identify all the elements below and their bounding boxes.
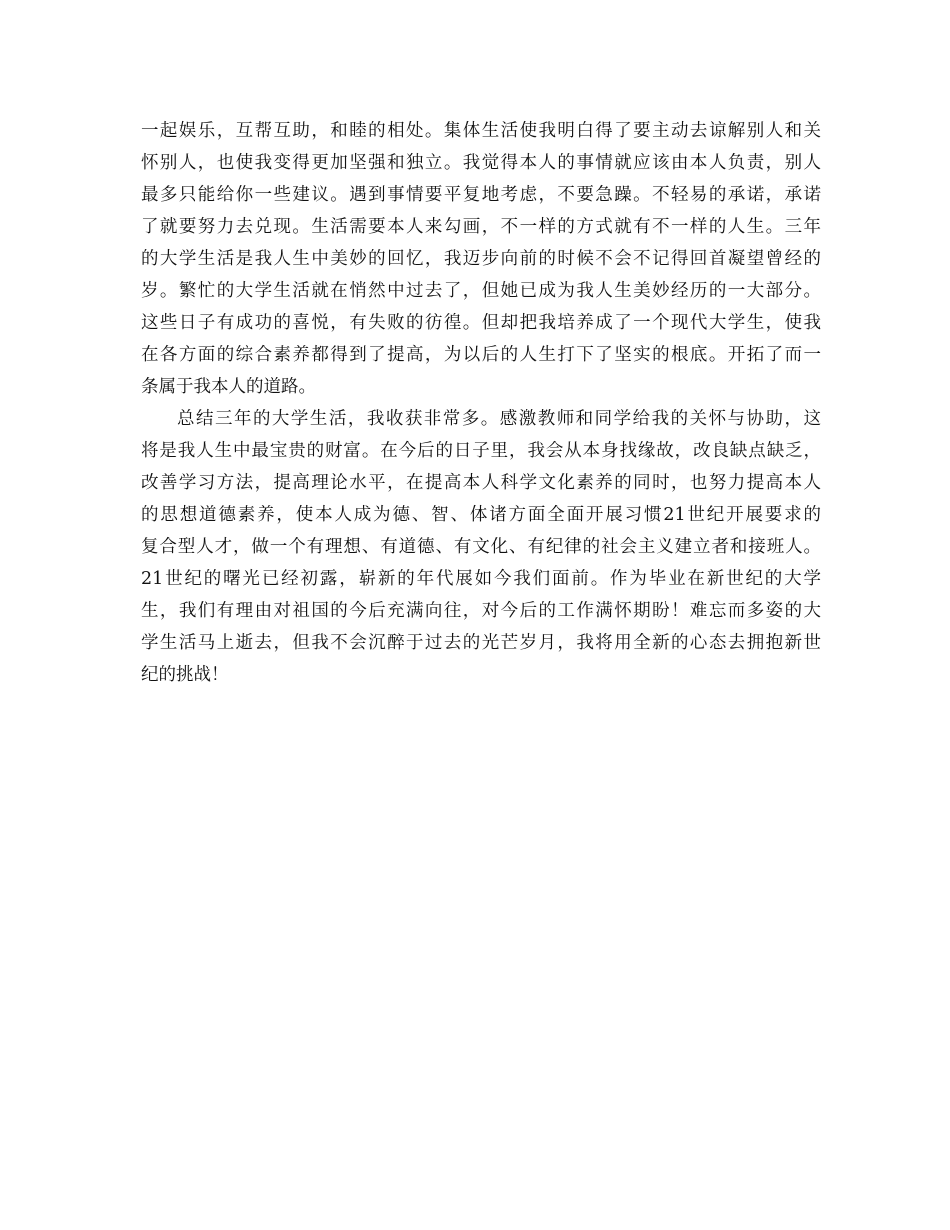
text-line: 改善学习方法，提高理论水平，在提高本人科学文化素养的同时，也努力提高本人 — [141, 473, 821, 493]
text-line: 21世纪的曙光已经初露，崭新的年代展如今我们面前。作为毕业在新世纪的大学 — [141, 569, 821, 589]
paragraph-2 — [141, 403, 821, 691]
text-line: 怀别人，也使我变得更加坚强和独立。我觉得本人的事情就应该由本人负责，别人 — [141, 153, 821, 173]
text-line: 将是我人生中最宝贵的财富。在今后的日子里，我会从本身找缘故，改良缺点缺乏， — [141, 441, 821, 461]
text-line: 的思想道德素养，使本人成为德、智、体诸方面全面开展习惯21世纪开展要求的 — [141, 505, 821, 525]
text-line: 一起娱乐，互帮互助，和睦的相处。集体生活使我明白得了要主动去谅解别人和关 — [141, 121, 821, 141]
text-line: 最多只能给你一些建议。遇到事情要平复地考虑，不要急躁。不轻易的承诺，承诺 — [141, 185, 821, 205]
text-line: 的大学生活是我人生中美妙的回忆，我迈步向前的时候不会不记得回首凝望曾经的 — [141, 249, 821, 269]
text-line: 条属于我本人的道路。 — [141, 377, 316, 397]
text-line: 纪的挑战！ — [141, 665, 229, 685]
text-line: 岁。繁忙的大学生活就在悄然中过去了，但她已成为我人生美妙经历的一大部分。 — [141, 281, 821, 301]
text-line: 生，我们有理由对祖国的今后充满向往，对今后的工作满怀期盼！难忘而多姿的大 — [141, 601, 821, 621]
document-body — [141, 115, 821, 691]
paragraph-1 — [141, 115, 821, 403]
text-line: 学生活马上逝去，但我不会沉醉于过去的光芒岁月，我将用全新的心态去拥抱新世 — [141, 633, 821, 653]
text-line: 了就要努力去兑现。生活需要本人来勾画，不一样的方式就有不一样的人生。三年 — [141, 217, 821, 237]
text-line: 总结三年的大学生活，我收获非常多。感激教师和同学给我的关怀与协助，这 — [177, 409, 821, 429]
text-line: 这些日子有成功的喜悦，有失败的彷徨。但却把我培养成了一个现代大学生，使我 — [141, 313, 821, 333]
text-line: 复合型人才，做一个有理想、有道德、有文化、有纪律的社会主义建立者和接班人。 — [141, 537, 821, 557]
text-line: 在各方面的综合素养都得到了提高，为以后的人生打下了坚实的根底。开拓了而一 — [141, 345, 821, 365]
